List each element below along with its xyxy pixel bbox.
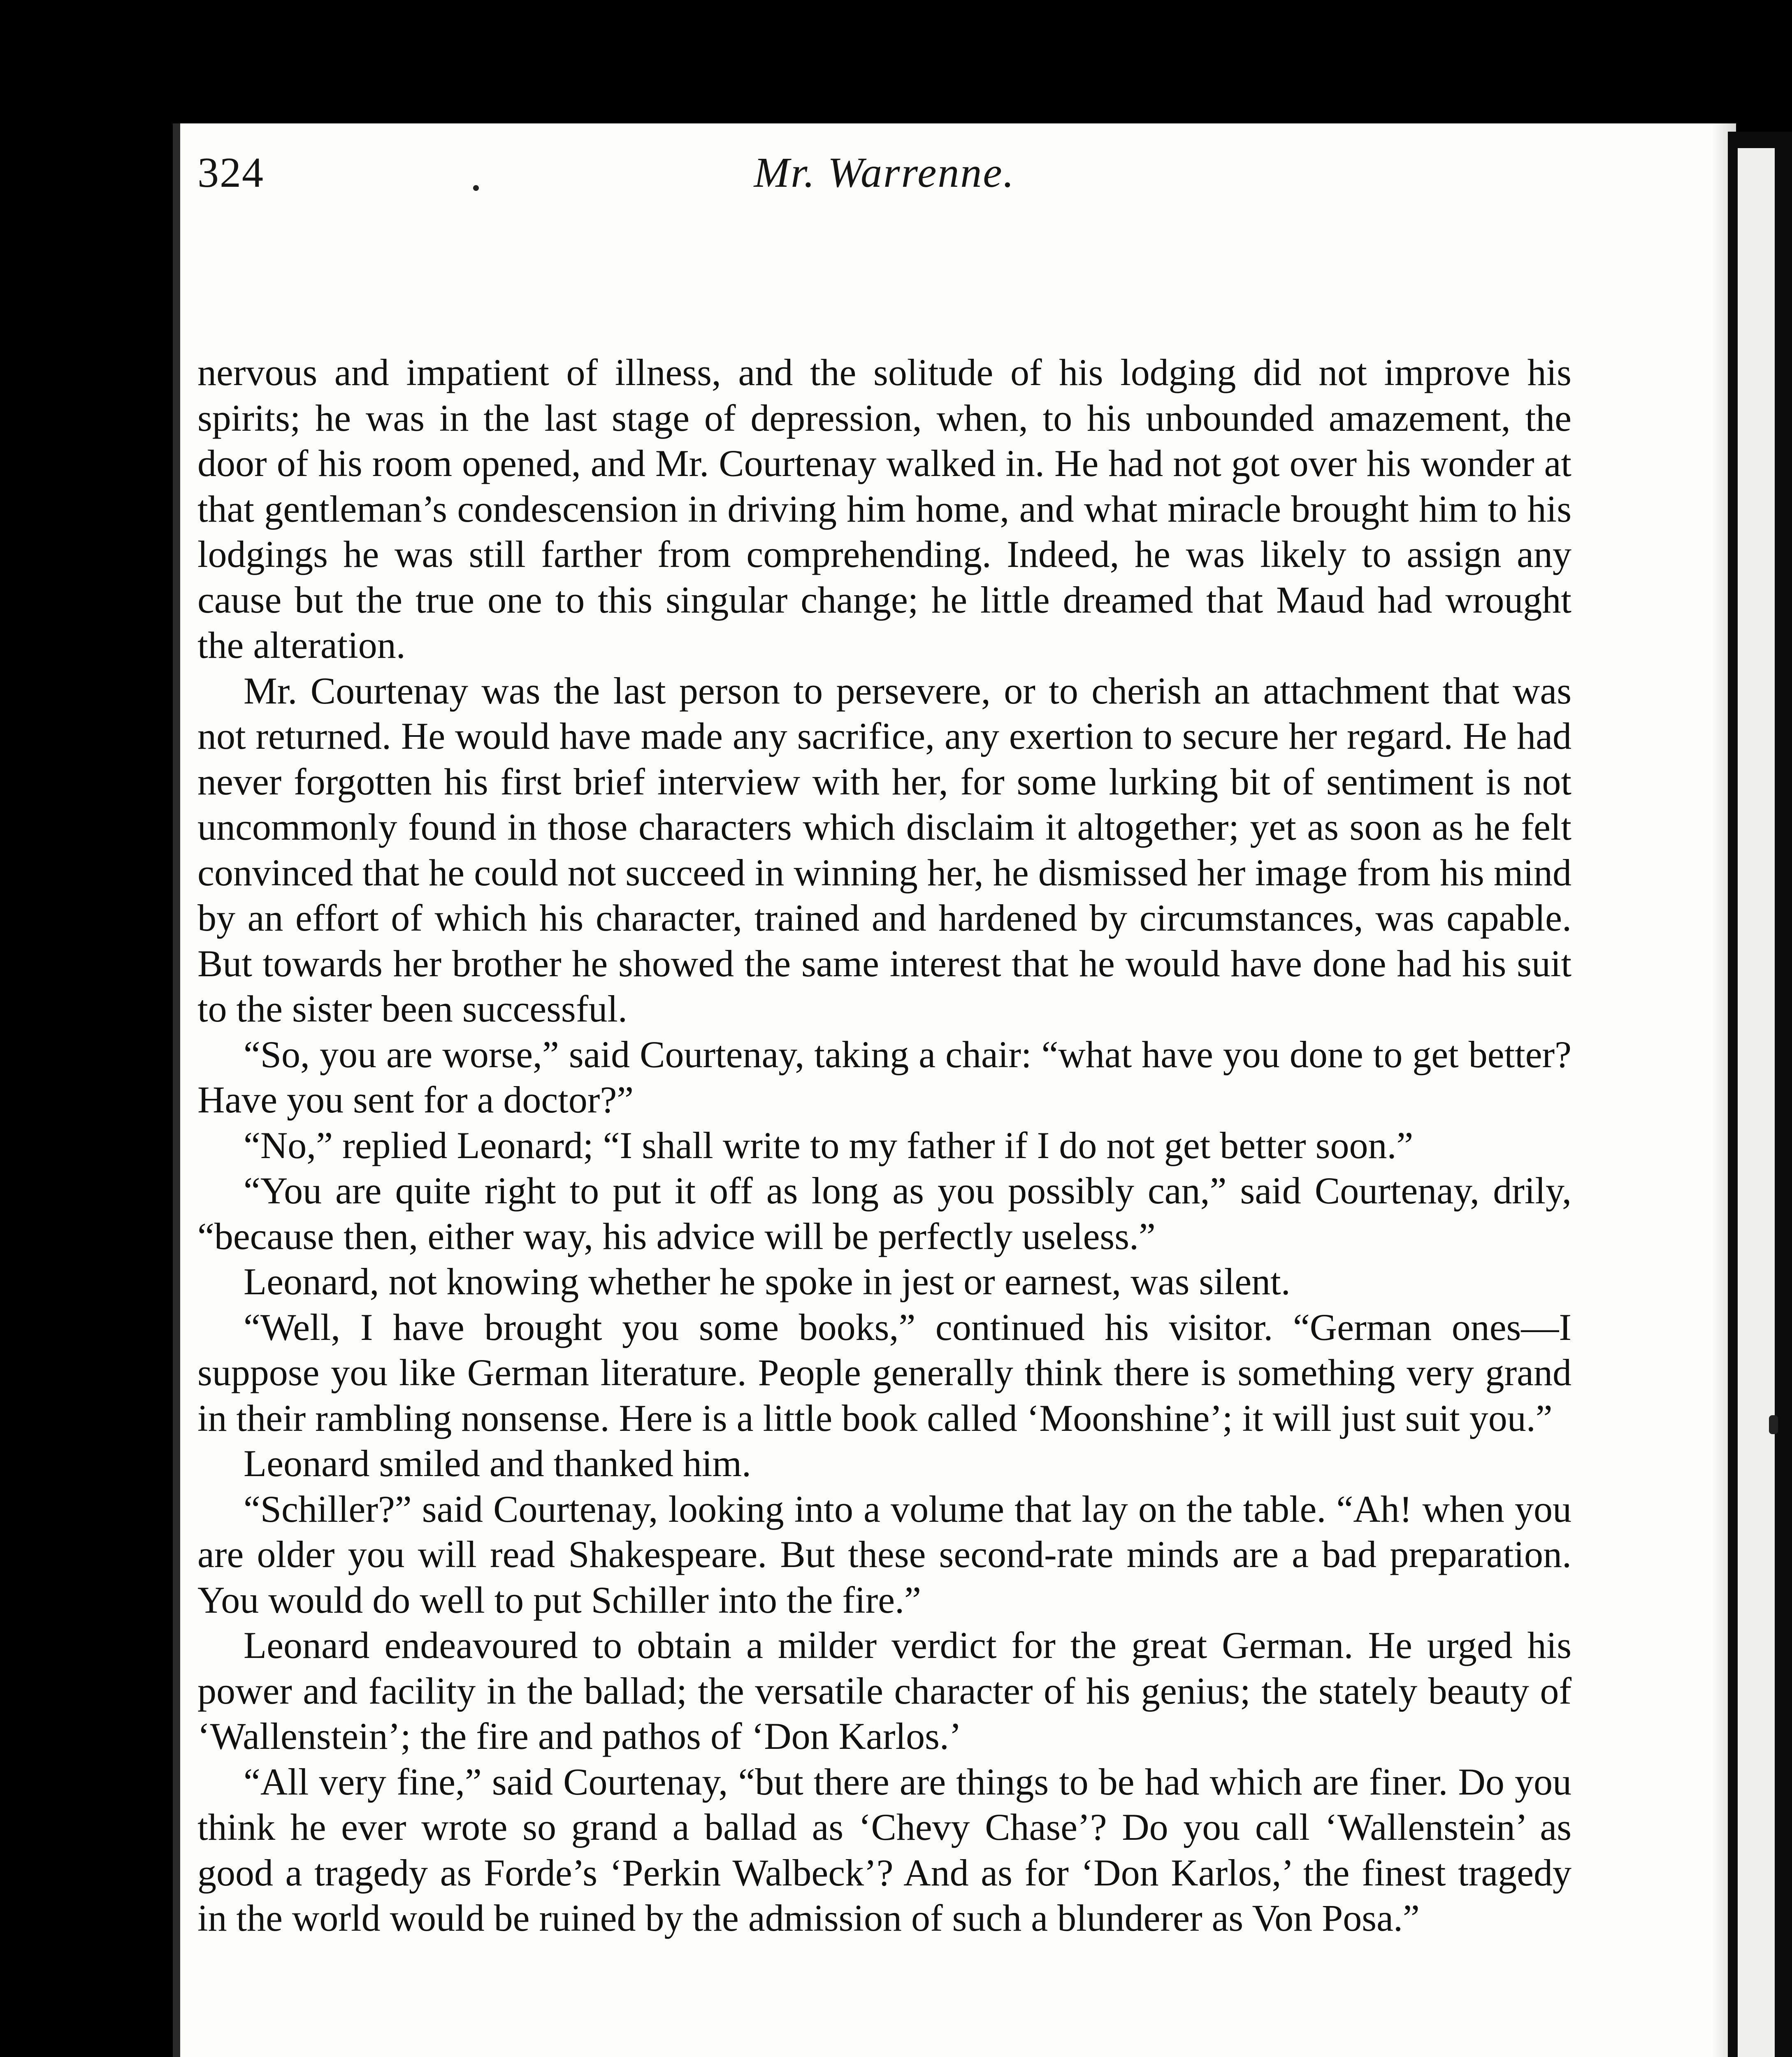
paragraph: “You are quite right to put it off as long as you possibly can,” said Courtenay, drily, “because then, either way, his advice will be perfectly useless.” bbox=[197, 1170, 1571, 1257]
paragraph: “All very fine,” said Courtenay, “but there are things to be had which are finer. Do you think he ever wrote so grand a ballad as ‘Chevy Chase’? Do you call ‘Wallenstein’ as good a tragedy as Forde’s ‘Perkin Walbeck’? And as for ‘Don Karlos,’ the finest tragedy in the world would be ruined by the admission of such a blunderer as Von Posa.” bbox=[197, 1760, 1571, 1939]
paragraph: Mr. Courtenay was the last person to persevere, or to cherish an attachment that was not returned. He would have made any sacrifice, any exertion to secure her regard. He had never forgotten his first brief interview with her, for some lurking bit of sentiment is not uncommonly found in those characters which disclaim it altogether; yet as soon as he felt convinced that he could not succeed in winning her, he dismissed her image from his mind by an effort of which his character, trained and hardened by circumstances, was capable. But towards her brother he showed the same interest that he would have done had his suit to the sister been successful. bbox=[197, 669, 1571, 1030]
next-page-edge bbox=[1728, 132, 1792, 2057]
scan-speck bbox=[1769, 1415, 1778, 1434]
paragraph: “Schiller?” said Courtenay, looking into a volume that lay on the table. “Ah! when you are older you will read Shakespeare. But these second-rate minds are a bad preparation. You would do well to put Schiller into the fire.” bbox=[197, 1488, 1571, 1621]
next-page-leaf bbox=[1738, 148, 1775, 2057]
page-number: 324 bbox=[197, 149, 264, 196]
paragraph: “No,” replied Leonard; “I shall write to my father if I do not get better soon.” bbox=[244, 1124, 1414, 1166]
body-text bbox=[197, 350, 1571, 1941]
paragraph: “Well, I have brought you some books,” continued his visitor. “German ones—I suppose you like German literature. People generally think there is something very grand in their rambling nonsense. Here is a little book called ‘Moonshine’; it will just suit you.” bbox=[197, 1306, 1571, 1439]
paragraph: “So, you are worse,” said Courtenay, taking a chair: “what have you done to get better? Have you sent for a doctor?” bbox=[197, 1033, 1571, 1121]
paragraph: nervous and impatient of illness, and the solitude of his lodging did not improve his spirits; he was in the last stage of depression, when, to his unbounded amazement, the door of his room opened, and Mr. Courtenay walked in. He had not got over his wonder at that gentleman’s condescension in driving him home, and what miracle brought him to his lodgings he was still farther from comprehending. Indeed, he was likely to assign any cause but the true one to this singular change; he little dreamed that Maud had wrought the alteration. bbox=[197, 351, 1571, 666]
running-title: Mr. Warrenne. bbox=[754, 149, 1015, 196]
paragraph: Leonard, not knowing whether he spoke in jest or earnest, was silent. bbox=[244, 1261, 1291, 1302]
paragraph: Leonard smiled and thanked him. bbox=[244, 1442, 752, 1484]
running-head bbox=[197, 148, 1571, 214]
paragraph: Leonard endeavoured to obtain a milder verdict for the great German. He urged his power and facility in the ballad; the versatile character of his genius; the stately beauty of ‘Wallenstein’; the fire and pathos of ‘Don Karlos.’ bbox=[197, 1624, 1571, 1757]
